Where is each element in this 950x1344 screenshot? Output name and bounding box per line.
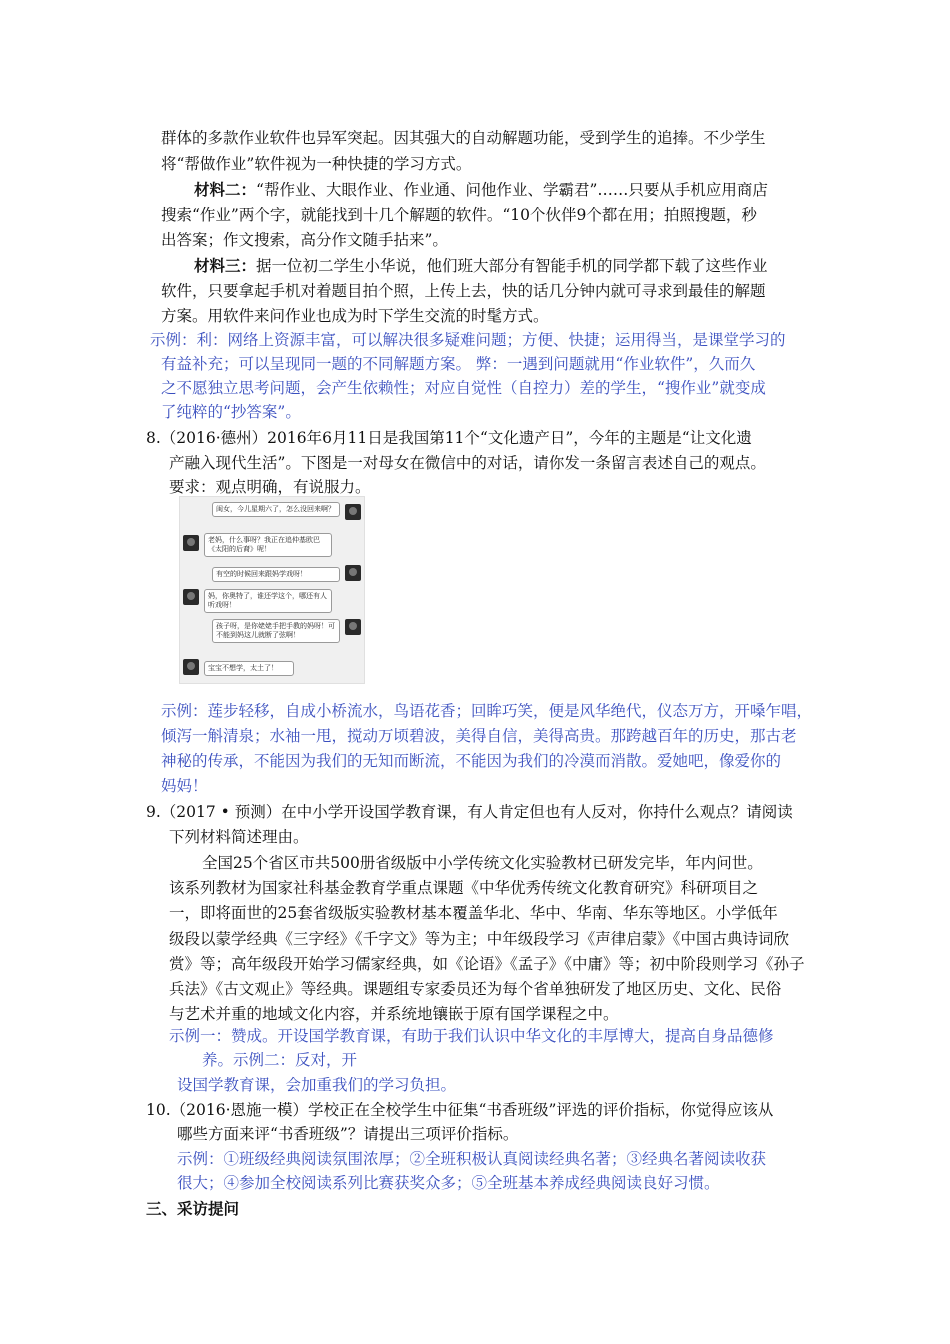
answer-9: 养。示例二：反对，开 <box>202 1051 358 1069</box>
material-text: 出答案；作文搜索，高分作文随手拈来”。 <box>161 231 448 249</box>
answer-7: 了纯粹的“抄答案”。 <box>161 403 301 421</box>
answer-9: 设国学教育课，会加重我们的学习负担。 <box>177 1076 457 1094</box>
material-three-text: 据一位初二学生小华说，他们班大部分有智能手机的同学都下载了这些作业 <box>256 257 768 275</box>
chat-bubble-mother: 有空的时候回来跟妈学戏呀！ <box>212 567 340 582</box>
answer-7: 之不愿独立思考问题，会产生依赖性；对应自觉性（自控力）差的学生，“搜作业”就变成 <box>161 379 766 397</box>
question-9: 下列材料简述理由。 <box>169 828 309 846</box>
answer-10: 示例：①班级经典阅读氛围浓厚；②全班积极认真阅读经典名著；③经典名著阅读收获 <box>177 1150 767 1168</box>
question-8: 要求：观点明确，有说服力。 <box>169 478 371 496</box>
answer-8: 倾泻一斛清泉；水袖一甩，搅动万顷碧波，美得自信，美得高贵。那跨越百年的历史，那古老 <box>161 727 797 745</box>
material-two-text: ……只要从手机应用商店 <box>597 181 768 199</box>
material-three <box>194 256 768 276</box>
material-text: 将“帮做作业”软件视为一种快捷的学习方式。 <box>161 155 472 173</box>
answer-8: 妈妈！ <box>161 777 208 795</box>
chat-bubble-daughter: 宝宝不想学，太土了！ <box>204 661 294 676</box>
mother-avatar-icon <box>345 565 361 581</box>
material-9: 兵法》《古文观止》等经典。课题组专家委员还为每个省单独研发了地区历史、文化、民俗 <box>169 980 782 998</box>
material-9: 全国25个省区市共500册省级版中小学传统文化实验教材已研发完毕，年内问世。 <box>202 854 763 872</box>
material-two <box>194 180 768 200</box>
chat-bubble-mother: 闺女，今儿星期六了，怎么没回来啊？ <box>212 502 340 517</box>
wechat-chat-image <box>179 496 365 684</box>
daughter-avatar-icon <box>183 589 199 605</box>
question-10: 哪些方面来评“书香班级”？请提出三项评价指标。 <box>177 1125 519 1143</box>
chat-bubble-daughter: 妈，你奥特了，谁还学这个，哪还有人听戏呀！ <box>204 589 332 613</box>
material-two-text: “帮作业、大眼作业、作业通、问他作业、学霸君” <box>256 181 598 199</box>
question-8: 8.（2016·德州）2016年6月11日是我国第11个“文化遗产日”，今年的主题是“让文化遗 <box>146 429 752 447</box>
material-9: 该系列教材为国家社科基金教育学重点课题《中华优秀传统文化教育研究》科研项目之 <box>169 879 759 897</box>
material-three-label: 材料三： <box>194 256 257 275</box>
material-text: 搜索“作业”两个字，就能找到十几个解题的软件。“10个伙伴9个都在用；拍照搜题，秒 <box>161 206 757 224</box>
answer-10: 很大；④参加全校阅读系列比赛获奖众多；⑤全班基本养成经典阅读良好习惯。 <box>177 1174 720 1192</box>
material-two-label: 材料二： <box>194 180 257 199</box>
material-9: 级段以蒙学经典《三字经》《千字文》等为主；中年级段学习《声律启蒙》《中国古典诗词欣 <box>169 930 790 948</box>
material-text: 群体的多款作业软件也异军突起。因其强大的自动解题功能，受到学生的追捧。不少学生 <box>161 129 766 147</box>
daughter-avatar-icon <box>183 535 199 551</box>
material-text: 方案。用软件来问作业也成为时下学生交流的时髦方式。 <box>161 307 549 325</box>
material-9: 一，即将面世的25套省级版实验教材基本覆盖华北、华中、华南、华东等地区。小学低年 <box>169 904 778 922</box>
answer-8: 神秘的传承，不能因为我们的无知而断流，不能因为我们的冷漠而消散。爱她吧，像爱你的 <box>161 752 782 770</box>
mother-avatar-icon <box>345 504 361 520</box>
section-heading: 三、采访提问 <box>146 1199 240 1218</box>
answer-7: 有益补充；可以呈现同一题的不同解题方案。 弊：一遇到问题就用“作业软件”，久而久 <box>161 355 756 373</box>
question-9: 9.（2017 • 预测）在中小学开设国学教育课，有人肯定但也有人反对，你持什么观点？请阅读 <box>146 803 793 821</box>
question-10: 10.（2016·恩施一模）学校正在全校学生中征集“书香班级”评选的评价指标，你觉得应该从 <box>146 1101 774 1119</box>
answer-7: 示例：利：网络上资源丰富，可以解决很多疑难问题；方便、快捷；运用得当，是课堂学习的 <box>150 331 786 349</box>
answer-9: 示例一：赞成。开设国学教育课，有助于我们认识中华文化的丰厚博大，提高自身品德修 <box>169 1027 774 1045</box>
question-8: 产融入现代生活”。下图是一对母女在微信中的对话，请你发一条留言表述自己的观点。 <box>169 454 766 472</box>
answer-8: 示例：莲步轻移，自成小桥流水，鸟语花香；回眸巧笑，便是风华绝代，仪态万方，开嗓乍唱， <box>161 702 813 720</box>
material-9: 赏》等；高年级段开始学习儒家经典，如《论语》《孟子》《中庸》等；初中阶段则学习《孙子 <box>169 955 805 973</box>
daughter-avatar-icon <box>183 659 199 675</box>
mother-avatar-icon <box>345 619 361 635</box>
chat-bubble-daughter: 老妈，什么事呀？我正在追仲基欧巴《太阳的后裔》呢！ <box>204 533 332 557</box>
chat-bubble-mother: 孩子呀，是你姥姥手把手教的妈呀！可不能到妈这儿就断了弦啊！ <box>212 619 340 643</box>
material-text: 软件，只要拿起手机对着题目拍个照，上传上去，快的话几分钟内就可寻求到最佳的解题 <box>161 282 766 300</box>
material-9: 与艺术并重的地域文化内容，并系统地镶嵌于原有国学课程之中。 <box>169 1005 619 1023</box>
